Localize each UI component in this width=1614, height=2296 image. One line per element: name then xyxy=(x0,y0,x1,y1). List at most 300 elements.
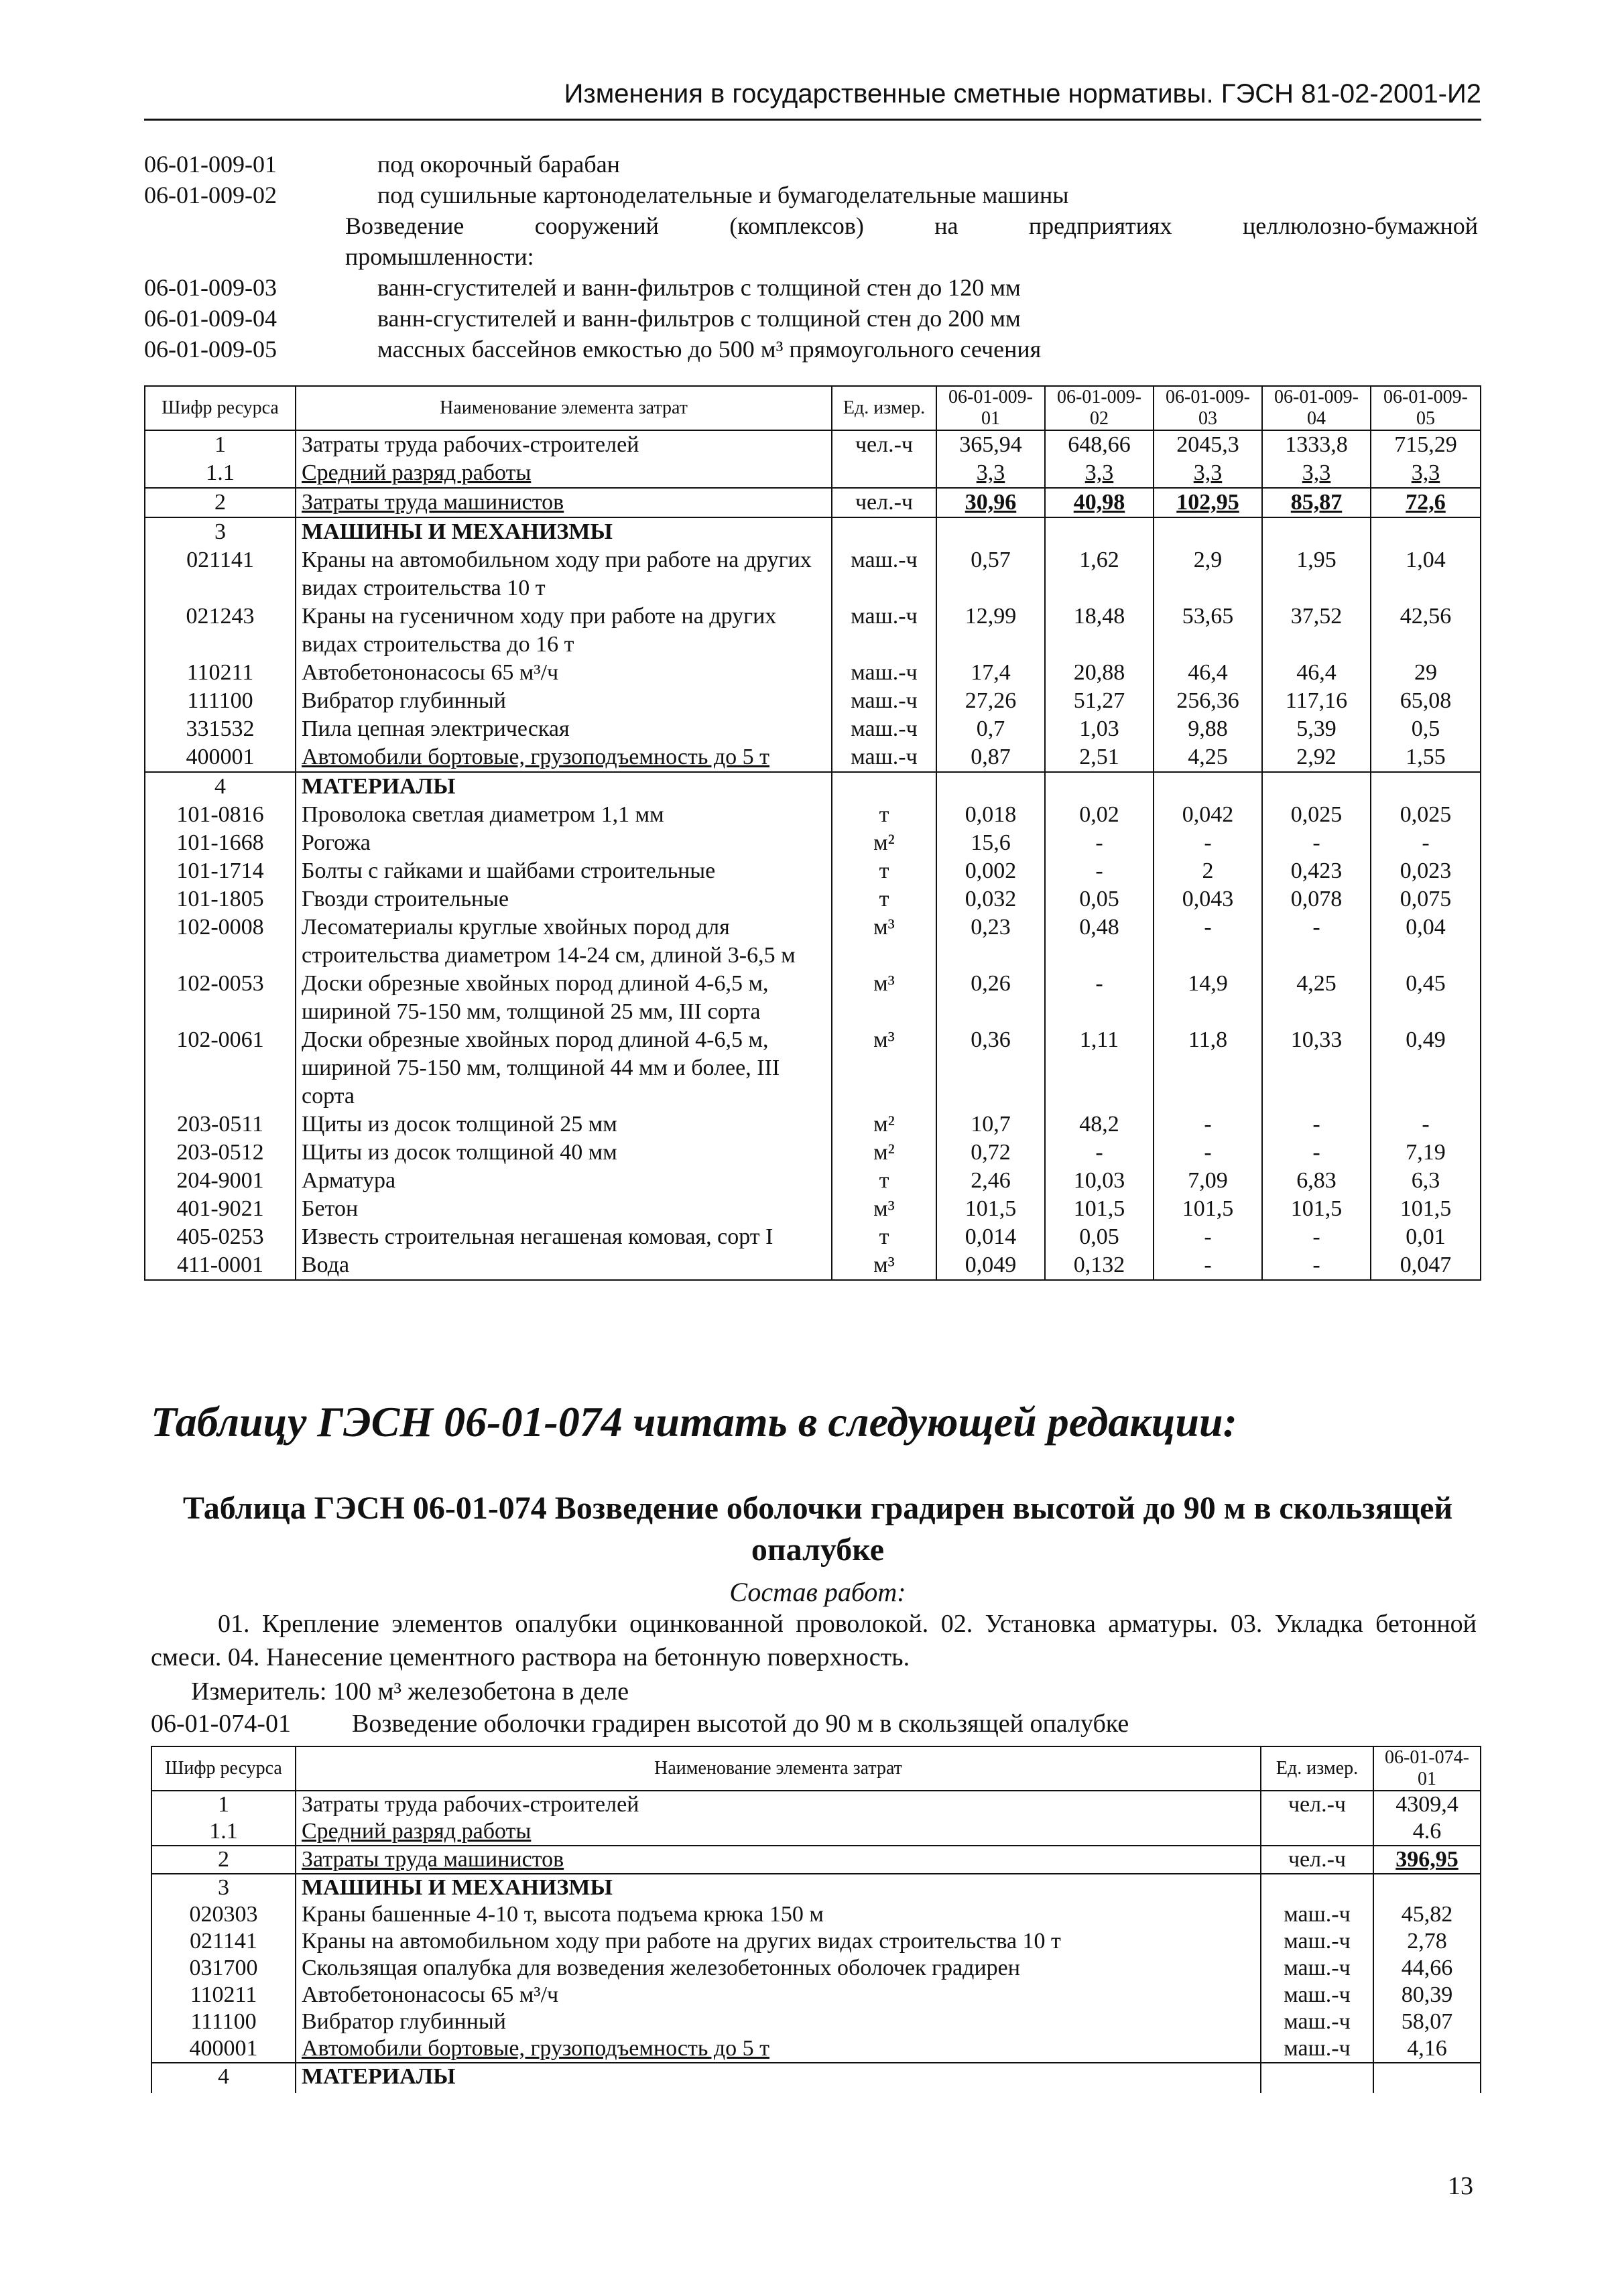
value-cell: 0,04 xyxy=(1371,913,1481,970)
column-header: 06-01-009-02 xyxy=(1045,386,1154,430)
italic-title: Таблицу ГЭСН 06-01-074 читать в следующей редакции: xyxy=(151,1398,1237,1446)
value-cell: 58,07 xyxy=(1373,2008,1481,2035)
resource-code: 405-0253 xyxy=(145,1223,296,1251)
column-header: 06-01-009-03 xyxy=(1154,386,1262,430)
measure-unit: Измеритель: 100 м³ железобетона в деле xyxy=(191,1677,629,1706)
value-cell: 3,3 xyxy=(936,459,1045,488)
unit: маш.-ч xyxy=(832,602,936,659)
unit: м³ xyxy=(832,1251,936,1280)
code-line xyxy=(144,149,1478,180)
value-cell: 101,5 xyxy=(1154,1195,1262,1223)
unit: маш.-ч xyxy=(832,743,936,772)
resource-name: Щиты из досок толщиной 25 мм xyxy=(296,1110,832,1139)
value-cell: 3,3 xyxy=(1154,459,1262,488)
table-row xyxy=(145,885,1481,913)
column-header: Ед. измер. xyxy=(1261,1746,1373,1791)
table-row xyxy=(151,1928,1481,1955)
unit: т xyxy=(832,1167,936,1195)
resource-code: 102-0008 xyxy=(145,913,296,970)
code-text: Возведение сооружений (комплексов) на предприятиях целлюлозно-бумажной xyxy=(345,212,1478,239)
resource-name: Скользящая опалубка для возведения железобетонных оболочек градирен xyxy=(296,1955,1261,1982)
table-row xyxy=(145,1251,1481,1280)
value-cell: 7,09 xyxy=(1154,1167,1262,1195)
table-row xyxy=(145,715,1481,743)
value-cell: 102,95 xyxy=(1154,488,1262,517)
resource-name: Краны на автомобильном ходу при работе на других видах строительства 10 т xyxy=(296,1928,1261,1955)
unit: т xyxy=(832,885,936,913)
value-cell: 6,83 xyxy=(1262,1167,1371,1195)
value-cell: 0,032 xyxy=(936,885,1045,913)
value-cell: 0,45 xyxy=(1371,970,1481,1026)
table-row xyxy=(145,829,1481,857)
code-line xyxy=(144,241,1478,272)
value-cell: 40,98 xyxy=(1045,488,1154,517)
value-cell: 0,49 xyxy=(1371,1026,1481,1110)
value-cell: 1,55 xyxy=(1371,743,1481,772)
unit: чел.-ч xyxy=(1261,1791,1373,1818)
resource-name: Автобетононасосы 65 м³/ч xyxy=(296,659,832,687)
table-title xyxy=(151,1488,1485,1571)
value-cell: 2045,3 xyxy=(1154,430,1262,459)
table-row xyxy=(151,2008,1481,2035)
value-cell: 1,03 xyxy=(1045,715,1154,743)
resource-code: 102-0061 xyxy=(145,1026,296,1110)
unit xyxy=(832,772,936,801)
value-cell xyxy=(1154,772,1262,801)
value-cell: 0,025 xyxy=(1371,801,1481,829)
value-cell: - xyxy=(1262,1251,1371,1280)
unit: маш.-ч xyxy=(832,659,936,687)
table-row xyxy=(145,517,1481,546)
resource-code: 111100 xyxy=(145,687,296,715)
resource-name: Проволока светлая диаметром 1,1 мм xyxy=(296,801,832,829)
value-cell: - xyxy=(1371,1110,1481,1139)
unit: чел.-ч xyxy=(832,488,936,517)
column-header: Шифр ресурса xyxy=(145,386,296,430)
value-cell xyxy=(1262,517,1371,546)
table-row xyxy=(145,1195,1481,1223)
value-cell xyxy=(1373,2063,1481,2093)
value-cell: 1333,8 xyxy=(1262,430,1371,459)
value-cell: 0,7 xyxy=(936,715,1045,743)
resource-table-074 xyxy=(151,1746,1481,2093)
code-line xyxy=(144,180,1478,210)
value-cell: 0,05 xyxy=(1045,1223,1154,1251)
value-cell: 15,6 xyxy=(936,829,1045,857)
codes-list xyxy=(144,149,1478,365)
unit: маш.-ч xyxy=(1261,1928,1373,1955)
resource-code: 111100 xyxy=(151,2008,296,2035)
code: 06-01-009-01 xyxy=(144,151,277,178)
value-cell: 51,27 xyxy=(1045,687,1154,715)
value-cell: 37,52 xyxy=(1262,602,1371,659)
table-row xyxy=(145,1110,1481,1139)
value-cell: - xyxy=(1262,1223,1371,1251)
value-cell: 101,5 xyxy=(1371,1195,1481,1223)
column-header: Наименование элемента затрат xyxy=(296,386,832,430)
value-cell: 18,48 xyxy=(1045,602,1154,659)
value-cell: 101,5 xyxy=(936,1195,1045,1223)
resource-name: Болты с гайками и шайбами строительные xyxy=(296,857,832,885)
unit: маш.-ч xyxy=(1261,1982,1373,2008)
resource-name: Затраты труда машинистов xyxy=(296,488,832,517)
unit: чел.-ч xyxy=(832,430,936,459)
value-cell: 0,23 xyxy=(936,913,1045,970)
unit: м² xyxy=(832,1139,936,1167)
work-composition-text: 01. Крепление элементов опалубки оцинкованной проволокой. 02. Установка арматуры. 03. Укладка бетонной смеси. 04. Нанесение цементного раствора на бетонную поверхность. xyxy=(151,1610,1477,1671)
code-text: под сушильные картоноделательные и бумагоделательные машины xyxy=(377,182,1069,208)
code-text: ванн-сгустителей и ванн-фильтров с толщиной стен до 200 мм xyxy=(377,305,1021,332)
value-cell xyxy=(1371,517,1481,546)
resource-name: Краны на гусеничном ходу при работе на других видах строительства до 16 т xyxy=(296,602,832,659)
value-cell: 0,36 xyxy=(936,1026,1045,1110)
unit: м² xyxy=(832,1110,936,1139)
table-row xyxy=(151,2035,1481,2063)
value-cell: 0,132 xyxy=(1045,1251,1154,1280)
value-cell: 4,16 xyxy=(1373,2035,1481,2063)
page-number: 13 xyxy=(1448,2172,1473,2200)
table-row xyxy=(151,1955,1481,1982)
value-cell: - xyxy=(1154,829,1262,857)
resource-name: Автобетононасосы 65 м³/ч xyxy=(296,1982,1261,2008)
resource-code: 204-9001 xyxy=(145,1167,296,1195)
value-cell xyxy=(936,517,1045,546)
value-cell: 12,99 xyxy=(936,602,1045,659)
code-text: Возведение оболочки градирен высотой до 90 м в скользящей опалубке xyxy=(352,1710,1129,1738)
resource-code: 102-0053 xyxy=(145,970,296,1026)
table-row xyxy=(151,1846,1481,1874)
unit: м³ xyxy=(832,913,936,970)
resource-code: 101-1714 xyxy=(145,857,296,885)
resource-name: Доски обрезные хвойных пород длиной 4-6,5 м, шириной 75-150 мм, толщиной 44 мм и более, III сорта xyxy=(296,1026,832,1110)
value-cell: - xyxy=(1045,970,1154,1026)
resource-code: 021243 xyxy=(145,602,296,659)
value-cell: 365,94 xyxy=(936,430,1045,459)
value-cell: 117,16 xyxy=(1262,687,1371,715)
value-cell: 0,078 xyxy=(1262,885,1371,913)
resource-code: 031700 xyxy=(151,1955,296,1982)
code xyxy=(144,210,345,241)
code-text: промышленности: xyxy=(345,243,534,270)
resource-code: 101-0816 xyxy=(145,801,296,829)
value-cell: 11,8 xyxy=(1154,1026,1262,1110)
resource-code: 203-0512 xyxy=(145,1139,296,1167)
column-header: Ед. измер. xyxy=(832,386,936,430)
value-cell: 0,047 xyxy=(1371,1251,1481,1280)
value-cell: 0,57 xyxy=(936,546,1045,602)
table-row xyxy=(145,743,1481,772)
unit: м² xyxy=(832,829,936,857)
table-header-row xyxy=(145,386,1481,430)
resource-name: МАТЕРИАЛЫ xyxy=(296,772,832,801)
value-cell: 46,4 xyxy=(1262,659,1371,687)
resource-code: 2 xyxy=(151,1846,296,1874)
value-cell: 4309,4 xyxy=(1373,1791,1481,1818)
resource-name: Краны на автомобильном ходу при работе на других видах строительства 10 т xyxy=(296,546,832,602)
column-header: 06-01-009-01 xyxy=(936,386,1045,430)
value-cell: 0,042 xyxy=(1154,801,1262,829)
resource-name: Вибратор глубинный xyxy=(296,687,832,715)
value-cell: 53,65 xyxy=(1154,602,1262,659)
value-cell: 0,72 xyxy=(936,1139,1045,1167)
value-cell: - xyxy=(1262,829,1371,857)
value-cell: - xyxy=(1371,829,1481,857)
table-row xyxy=(145,546,1481,602)
unit: маш.-ч xyxy=(1261,1955,1373,1982)
value-cell: 10,7 xyxy=(936,1110,1045,1139)
value-cell: 85,87 xyxy=(1262,488,1371,517)
value-cell: 0,023 xyxy=(1371,857,1481,885)
resource-code: 110211 xyxy=(151,1982,296,2008)
value-cell: 2,51 xyxy=(1045,743,1154,772)
table-row xyxy=(145,772,1481,801)
value-cell: 0,025 xyxy=(1262,801,1371,829)
table-row xyxy=(145,1167,1481,1195)
unit: маш.-ч xyxy=(1261,1901,1373,1928)
value-cell: 4,25 xyxy=(1262,970,1371,1026)
code-line xyxy=(144,334,1478,365)
value-cell: - xyxy=(1154,1223,1262,1251)
resource-code: 2 xyxy=(145,488,296,517)
value-cell xyxy=(1371,772,1481,801)
value-cell: 2,9 xyxy=(1154,546,1262,602)
value-cell: 45,82 xyxy=(1373,1901,1481,1928)
unit: м³ xyxy=(832,1026,936,1110)
code-text: массных бассейнов емкостью до 500 м³ прямоугольного сечения xyxy=(377,336,1042,363)
column-header: 06-01-009-05 xyxy=(1371,386,1481,430)
value-cell: 6,3 xyxy=(1371,1167,1481,1195)
table-header-row xyxy=(151,1746,1481,1791)
value-cell: 0,5 xyxy=(1371,715,1481,743)
value-cell xyxy=(1262,772,1371,801)
unit: маш.-ч xyxy=(832,546,936,602)
resource-code: 1.1 xyxy=(145,459,296,488)
value-cell: 0,423 xyxy=(1262,857,1371,885)
value-cell: 46,4 xyxy=(1154,659,1262,687)
value-cell: 42,56 xyxy=(1371,602,1481,659)
value-cell: 1,95 xyxy=(1262,546,1371,602)
resource-code: 4 xyxy=(145,772,296,801)
value-cell: - xyxy=(1154,913,1262,970)
table-row xyxy=(145,1139,1481,1167)
value-cell: 72,6 xyxy=(1371,488,1481,517)
table-row xyxy=(151,1818,1481,1846)
work-composition-label: Состав работ: xyxy=(729,1577,906,1607)
value-cell: 0,075 xyxy=(1371,885,1481,913)
unit: маш.-ч xyxy=(832,715,936,743)
value-cell: 715,29 xyxy=(1371,430,1481,459)
value-cell: 0,26 xyxy=(936,970,1045,1026)
resource-code: 1 xyxy=(151,1791,296,1818)
value-cell: 20,88 xyxy=(1045,659,1154,687)
value-cell: 2,78 xyxy=(1373,1928,1481,1955)
table-row xyxy=(151,1791,1481,1818)
resource-name: Краны башенные 4-10 т, высота подъема крюка 150 м xyxy=(296,1901,1261,1928)
unit xyxy=(1261,2063,1373,2093)
resource-name: Доски обрезные хвойных пород длиной 4-6,5 м, шириной 75-150 мм, толщиной 25 мм, III сорта xyxy=(296,970,832,1026)
code: 06-01-009-02 xyxy=(144,182,277,208)
value-cell: - xyxy=(1154,1110,1262,1139)
value-cell: 2 xyxy=(1154,857,1262,885)
unit xyxy=(832,517,936,546)
column-header: Шифр ресурса xyxy=(151,1746,296,1791)
value-cell: 0,043 xyxy=(1154,885,1262,913)
resource-code: 1 xyxy=(145,430,296,459)
table-row xyxy=(145,659,1481,687)
value-cell: 44,66 xyxy=(1373,1955,1481,1982)
value-cell: 1,11 xyxy=(1045,1026,1154,1110)
resource-code: 331532 xyxy=(145,715,296,743)
table-row xyxy=(151,1874,1481,1901)
value-cell: - xyxy=(1045,857,1154,885)
value-cell: 4.6 xyxy=(1373,1818,1481,1846)
value-cell: 65,08 xyxy=(1371,687,1481,715)
resource-name: Затраты труда рабочих-строителей xyxy=(296,1791,1261,1818)
resource-code: 020303 xyxy=(151,1901,296,1928)
unit: м³ xyxy=(832,1195,936,1223)
value-cell: - xyxy=(1262,1110,1371,1139)
table-row xyxy=(145,430,1481,459)
value-cell xyxy=(1373,1874,1481,1901)
page-header: Изменения в государственные сметные нормативы. ГЭСН 81-02-2001-И2 xyxy=(144,79,1481,121)
unit: т xyxy=(832,857,936,885)
table-row xyxy=(145,970,1481,1026)
resource-code: 1.1 xyxy=(151,1818,296,1846)
value-cell: 7,19 xyxy=(1371,1139,1481,1167)
value-cell: - xyxy=(1154,1251,1262,1280)
value-cell: 0,002 xyxy=(936,857,1045,885)
resource-name: Средний разряд работы xyxy=(296,459,832,488)
resource-name: Арматура xyxy=(296,1167,832,1195)
resource-name: Бетон xyxy=(296,1195,832,1223)
resource-code: 411-0001 xyxy=(145,1251,296,1280)
unit: т xyxy=(832,801,936,829)
resource-code: 3 xyxy=(145,517,296,546)
resource-name: Гвозди строительные xyxy=(296,885,832,913)
code: 06-01-074-01 xyxy=(151,1710,291,1738)
value-cell xyxy=(936,772,1045,801)
resource-name: Известь строительная негашеная комовая, сорт I xyxy=(296,1223,832,1251)
value-cell: 30,96 xyxy=(936,488,1045,517)
code: 06-01-009-05 xyxy=(144,336,277,363)
unit: чел.-ч xyxy=(1261,1846,1373,1874)
value-cell: 2,92 xyxy=(1262,743,1371,772)
resource-code: 101-1805 xyxy=(145,885,296,913)
code xyxy=(144,241,345,272)
column-header: 06-01-074-01 xyxy=(1373,1746,1481,1791)
value-cell: - xyxy=(1045,1139,1154,1167)
table-title-line: Таблица ГЭСН 06-01-074 Возведение оболочки градирен высотой до 90 м в скользящей xyxy=(182,1490,1453,1526)
resource-code: 400001 xyxy=(145,743,296,772)
value-cell xyxy=(1045,517,1154,546)
value-cell: 10,03 xyxy=(1045,1167,1154,1195)
value-cell: - xyxy=(1262,1139,1371,1167)
column-header: Наименование элемента затрат xyxy=(296,1746,1261,1791)
value-cell: 5,39 xyxy=(1262,715,1371,743)
resource-name: Затраты труда машинистов xyxy=(296,1846,1261,1874)
resource-name: Рогожа xyxy=(296,829,832,857)
value-cell: - xyxy=(1154,1139,1262,1167)
resource-name: МАШИНЫ И МЕХАНИЗМЫ xyxy=(296,517,832,546)
value-cell: - xyxy=(1262,913,1371,970)
resource-name: Лесоматериалы круглые хвойных пород для строительства диаметром 14-24 см, длиной 3-6,5 м xyxy=(296,913,832,970)
unit: маш.-ч xyxy=(1261,2008,1373,2035)
table-row xyxy=(145,801,1481,829)
resource-code: 4 xyxy=(151,2063,296,2093)
table-row xyxy=(145,913,1481,970)
value-cell: 4,25 xyxy=(1154,743,1262,772)
code-line xyxy=(151,1709,1129,1738)
table-row xyxy=(145,857,1481,885)
value-cell: 0,049 xyxy=(936,1251,1045,1280)
table-row xyxy=(145,459,1481,488)
resource-name: МАШИНЫ И МЕХАНИЗМЫ xyxy=(296,1874,1261,1901)
unit: т xyxy=(832,1223,936,1251)
value-cell xyxy=(1045,772,1154,801)
table-row xyxy=(151,1901,1481,1928)
resource-table-009 xyxy=(144,385,1481,1281)
value-cell: 0,014 xyxy=(936,1223,1045,1251)
resource-code: 401-9021 xyxy=(145,1195,296,1223)
unit xyxy=(1261,1874,1373,1901)
value-cell: 29 xyxy=(1371,659,1481,687)
value-cell: 396,95 xyxy=(1373,1846,1481,1874)
resource-name: Щиты из досок толщиной 40 мм xyxy=(296,1139,832,1167)
resource-code: 203-0511 xyxy=(145,1110,296,1139)
value-cell: - xyxy=(1045,829,1154,857)
resource-name: Вибратор глубинный xyxy=(296,2008,1261,2035)
value-cell: 0,48 xyxy=(1045,913,1154,970)
value-cell: 0,05 xyxy=(1045,885,1154,913)
code-text: ванн-сгустителей и ванн-фильтров с толщиной стен до 120 мм xyxy=(377,274,1021,301)
resource-code: 021141 xyxy=(145,546,296,602)
code-line xyxy=(144,272,1478,303)
unit: маш.-ч xyxy=(832,687,936,715)
code: 06-01-009-04 xyxy=(144,305,277,332)
resource-name: Автомобили бортовые, грузоподъемность до 5 т xyxy=(296,2035,1261,2063)
value-cell: 27,26 xyxy=(936,687,1045,715)
resource-name: Вода xyxy=(296,1251,832,1280)
value-cell: 0,87 xyxy=(936,743,1045,772)
value-cell: 17,4 xyxy=(936,659,1045,687)
resource-name: Автомобили бортовые, грузоподъемность до 5 т xyxy=(296,743,832,772)
unit: м³ xyxy=(832,970,936,1026)
value-cell: 3,3 xyxy=(1371,459,1481,488)
code: 06-01-009-03 xyxy=(144,274,277,301)
value-cell: 3,3 xyxy=(1262,459,1371,488)
code-line xyxy=(144,303,1478,334)
unit xyxy=(832,459,936,488)
resource-name: Затраты труда рабочих-строителей xyxy=(296,430,832,459)
table-row xyxy=(145,488,1481,517)
resource-name: Средний разряд работы xyxy=(296,1818,1261,1846)
table-row xyxy=(145,602,1481,659)
resource-code: 101-1668 xyxy=(145,829,296,857)
value-cell: 1,04 xyxy=(1371,546,1481,602)
code-text: под окорочный барабан xyxy=(377,151,620,178)
table-row xyxy=(145,1026,1481,1110)
column-header: 06-01-009-04 xyxy=(1262,386,1371,430)
value-cell: 1,62 xyxy=(1045,546,1154,602)
resource-code: 3 xyxy=(151,1874,296,1901)
table-row xyxy=(151,1982,1481,2008)
value-cell: 10,33 xyxy=(1262,1026,1371,1110)
resource-code: 021141 xyxy=(151,1928,296,1955)
value-cell: 0,02 xyxy=(1045,801,1154,829)
value-cell xyxy=(1154,517,1262,546)
value-cell: 256,36 xyxy=(1154,687,1262,715)
resource-name: Пила цепная электрическая xyxy=(296,715,832,743)
